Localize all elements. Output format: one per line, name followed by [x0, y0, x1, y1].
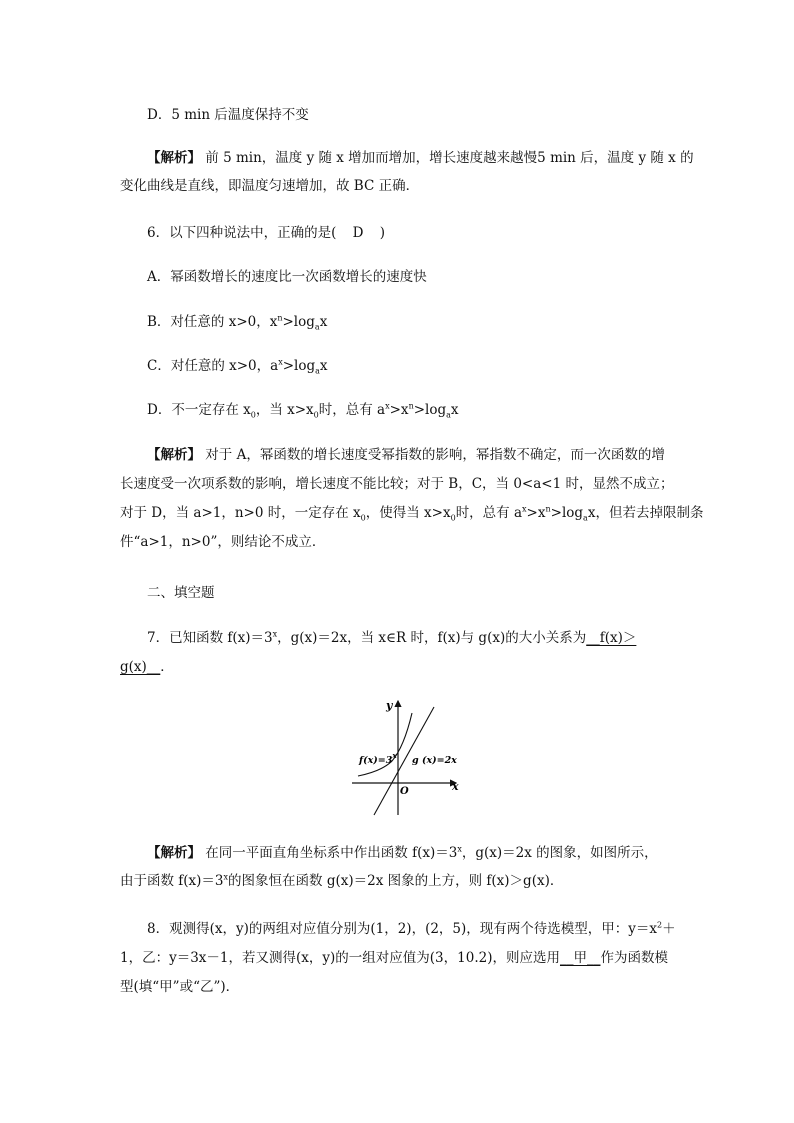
- q5-analysis-line2: 变化曲线是直线，即温度匀速增加，故 BC 正确．: [120, 178, 420, 194]
- q6-option-a: A．幂函数增长的速度比一次函数增长的速度快: [147, 269, 427, 285]
- q8-line2: 1，乙：y＝3x－1，若又测得(x，y)的一组对应值为(3，10.2)，则应选用__甲__作为函数模: [120, 950, 668, 966]
- q8-answer: __甲__: [559, 950, 601, 966]
- q7-stem-line1: 7．已知函数 $f(x)=3^x$，g(x)＝2x，当 x∈R 时，f(x)与 g(x)的大小关系为__f(x)＞: [147, 629, 637, 646]
- f-label: $f(x)=3^x$: [359, 751, 397, 766]
- q7-answer-part2: g(x)__: [120, 659, 161, 675]
- q6-analysis-line1: 【解析】 对于 A，幂函数的增长速度受幂指数的影响，幂指数不确定，而一次函数的增: [147, 447, 665, 463]
- q6-option-d: D．不一定存在 $x_0$，当 $x>x_0$时，总有 $a^x>x^n>\log_ax$: [147, 401, 459, 420]
- q6-answer: D: [352, 225, 364, 241]
- q6-analysis-line4: 件“a>1，n>0”，则结论不成立．: [120, 534, 326, 550]
- x-axis-label: x: [452, 780, 459, 793]
- f-curve: [358, 713, 412, 776]
- q5-analysis-line1: 【解析】 前 5 min，温度 y 随 x 增加而增加，增长速度越来越慢5 min 后，温度 y 随 x 的: [147, 150, 694, 166]
- q6-option-c: C．对任意的 x>0，$a^x>\log_ax$: [147, 357, 328, 376]
- section-title: 二、填空题: [147, 585, 215, 601]
- y-axis-label: y: [386, 699, 393, 712]
- q8-line1: 8．观测得(x，y)的两组对应值分别为(1，2)，(2，5)，现有两个待选模型，甲：$y=x^2+$: [147, 920, 676, 937]
- q6-option-b: B．对任意的 x>0，$x^n>\log_ax$: [147, 313, 328, 332]
- q6-analysis-line3: 对于 D，当 a>1，n>0 时，一定存在 $x_0$，使得当 $x>x_0$时，总有 $a^x>x^n>\log_ax$，但若去掉限制条: [120, 504, 704, 523]
- analysis-tag: 【解析】: [147, 845, 201, 861]
- q6-analysis-line2: 长速度受一次项系数的影响，增长速度不能比较；对于 B，C，当 0<a<1 时，显然不成立；: [120, 476, 674, 492]
- g-label: g (x)=2x: [412, 755, 457, 766]
- origin-label: O: [400, 786, 409, 797]
- q7-stem-line2: g(x)__．: [120, 659, 174, 675]
- q7-answer-part1: __f(x)＞: [586, 630, 637, 646]
- function-graph: [352, 697, 472, 819]
- q6-stem: 6．以下四种说法中，正确的是( D ): [147, 225, 386, 241]
- q8-line3: 型(填“甲”或“乙”)．: [120, 979, 240, 995]
- q7-analysis-line2: 由于函数 $f(x)=3^x$的图象恒在函数 g(x)＝2x 图象的上方，则 f(x)＞g(x)．: [120, 872, 564, 889]
- q7-analysis-line1: 【解析】 在同一平面直角坐标系中作出函数 $f(x)=3^x$，g(x)＝2x 的图象，如图所示，: [147, 844, 658, 861]
- analysis-tag: 【解析】: [147, 150, 201, 166]
- q5-option-d: D．5 min 后温度保持不变: [147, 107, 309, 123]
- analysis-tag: 【解析】: [147, 447, 201, 463]
